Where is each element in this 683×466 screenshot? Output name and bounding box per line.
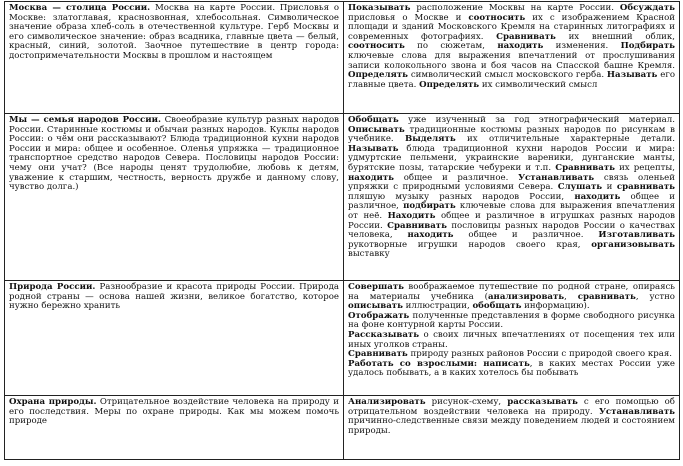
activity-verb: находить xyxy=(407,230,454,241)
activities-cell xyxy=(344,281,680,396)
activity-verb: соотносить xyxy=(468,12,526,23)
activity-verb: находить xyxy=(497,41,544,52)
activity-text: , xyxy=(564,291,578,302)
activity-text: , в каких местах России уже удалось побывать, а в каких хотелось бы побывать xyxy=(348,358,675,379)
activity-verb: Подбирать xyxy=(620,41,675,52)
activity-text: и xyxy=(602,182,617,193)
activity-paragraph xyxy=(348,283,675,312)
activity-verb: Сравнивать xyxy=(387,220,447,231)
topic-text: Своеобразие культур разных народов России. Старинные костюмы и обычаи разных народов. Куклы народов России: о чём они рассказывают? Блюда традиционной кухни народов России и мира: общее и особенное. Оленья упряжка — традиционное транспортное средство народов Севера. Пословицы народов России: чему они учат? (Все народы ценят трудолюбие, любовь к детям, уважение к старшим, честность, верность дружбе и данному слову, чувство долга.) xyxy=(9,115,339,193)
table-row xyxy=(5,396,680,460)
activity-text: ключевые слова для выражения впечатлений от прослушивания записи колокольного звона и боя часов на Спасской башне Кремля. xyxy=(348,50,675,71)
activity-text: рисунок-схему, xyxy=(425,397,508,407)
activity-verb: Слушать xyxy=(557,182,603,193)
activity-verb: Сравнивать xyxy=(555,162,615,173)
activity-verb: соотносить xyxy=(348,41,405,52)
activity-text: их рецепты, xyxy=(614,162,675,173)
activity-verb: Описывать xyxy=(348,124,405,135)
activity-text: рукотворные игрушки народов своего края, xyxy=(348,239,592,250)
activities-cell xyxy=(344,114,680,281)
activity-paragraph xyxy=(348,331,675,350)
activity-text: причинно-следственные связи между поведением людей и состоянием природы. xyxy=(348,416,675,436)
activity-text: символический смысл московского герба. xyxy=(408,70,607,81)
topic-title: Мы — семья народов России. xyxy=(9,115,161,125)
table-row xyxy=(5,114,680,281)
activity-text: ключевые слова для выражения впечатления от неё. xyxy=(348,201,676,221)
activity-text: иллюстрации, xyxy=(402,301,473,312)
activity-text: их отличительные характерные детали. xyxy=(455,134,675,145)
activity-verb: Устанавливать xyxy=(518,172,595,183)
activity-paragraph xyxy=(348,4,675,90)
activity-verb: Выделять xyxy=(405,134,456,145)
activity-text: его главные цвета. xyxy=(348,70,675,90)
activity-text: общее и различное в игрушках разных народов России. xyxy=(348,210,675,231)
activity-verb: Находить xyxy=(387,210,436,221)
activity-verb: находить xyxy=(574,191,621,202)
activity-text: пляшую музыку разных народов России, xyxy=(348,191,575,202)
activity-verb: подбирать xyxy=(403,201,456,212)
activity-verb: сравнивать xyxy=(616,182,675,193)
topic-title: Охрана природы. xyxy=(9,397,97,407)
activity-text: природу разных районов России с природой своего края. xyxy=(407,349,672,360)
activity-verb: Определять xyxy=(348,70,409,81)
curriculum-table xyxy=(4,1,680,460)
activity-verb: Называть xyxy=(348,143,399,154)
activity-verb: Обсуждать xyxy=(619,3,675,13)
activity-verb: Работать со взрослыми: написать xyxy=(348,358,530,369)
activities-cell xyxy=(344,2,680,114)
activity-paragraph xyxy=(348,398,675,436)
activity-text: расположение Москвы на карте России. xyxy=(410,3,620,13)
activity-text: блюда традиционной кухни народов России и мира: удмуртские пельмени, украинские вареники, дунганские манты, бурятские позы, татарские чебуреки и т.п. xyxy=(348,143,675,173)
activity-text: о своих личных впечатлениях от посещения тех или иных уголков страны. xyxy=(348,329,675,350)
activity-verb: Называть xyxy=(606,70,658,81)
activity-verb: организовывать xyxy=(591,239,675,250)
activity-text: общее и различное, xyxy=(348,191,675,212)
activity-verb: Изготавливать xyxy=(598,230,675,241)
activity-text: по сюжетам, xyxy=(404,41,498,52)
activity-text: информацию). xyxy=(521,301,590,312)
topic-cell xyxy=(5,281,344,396)
activity-text: общее и различное. xyxy=(393,172,519,183)
activity-verb: Сравнивать xyxy=(496,31,556,42)
activity-text: пословицы разных народов России о качествах человека, xyxy=(348,220,675,241)
activity-text: традиционные костюмы разных народов по рисункам в учебнике. xyxy=(348,124,675,145)
activity-text: присловья о Москве и xyxy=(348,12,469,23)
table-row xyxy=(5,281,680,396)
activity-text: их символический смысл xyxy=(479,79,598,90)
activity-text: , устно xyxy=(635,291,675,302)
activity-text: с его помощью об отрицательном воздействии человека на природу. xyxy=(348,397,675,417)
topic-title: Природа России. xyxy=(9,282,96,292)
activity-verb: Показывать xyxy=(348,3,411,13)
activity-verb: Совершать xyxy=(348,282,404,292)
activity-text: уже изученный за год этнографический материал. xyxy=(398,115,675,125)
activity-verb: находить xyxy=(348,172,394,183)
activity-text: выставку xyxy=(348,249,390,260)
activities-cell xyxy=(344,396,680,460)
activity-verb: обобщать xyxy=(472,301,522,312)
activity-paragraph xyxy=(348,360,675,379)
activity-verb: Отображать xyxy=(348,310,410,321)
activity-text: их внешний облик, xyxy=(555,31,675,42)
topic-text: Москва на карте России. Присловья о Москве: златоглавая, краснозвонная, хлебосольная. Символическое значение образа хлеб-соль в отечественной культуре. Герб Москвы и его символическое значение: образ всадника, главные цвета — белый, красный, синий, золотой. Заочное путешествие в центр города: достопримечательности Москвы в прошлом и настоящем xyxy=(9,3,339,61)
activity-text: полученные представления в форме свободного рисунка на фоне контурной карты России. xyxy=(348,310,675,331)
topic-text: Отрицательное воздействие человека на природу и его последствия. Меры по охране природы. Как мы можем помочь природе xyxy=(9,397,339,427)
activity-paragraph xyxy=(348,116,675,260)
topic-cell xyxy=(5,114,344,281)
activity-verb: Анализировать xyxy=(348,397,426,407)
activity-verb: Рассказывать xyxy=(348,329,420,340)
topic-title: Москва — столица России. xyxy=(9,3,151,13)
activity-text: изменения. xyxy=(543,41,621,52)
activity-verb: Определять xyxy=(419,79,480,90)
activity-verb: описывать xyxy=(348,301,403,312)
activity-text: общее и различное. xyxy=(453,230,599,241)
activity-verb: анализировать xyxy=(487,291,565,302)
activity-text: воображаемое путешествие по родной стране, опираясь на материалы учебника ( xyxy=(348,282,675,302)
activity-verb: Сравнивать xyxy=(348,349,408,360)
topic-text: Разнообразие и красота природы России. Природа родной страны — основа нашей жизни, великое богатство, которое нужно бережно хранить xyxy=(9,282,339,312)
activity-text: связь оленьей упряжки с природными условиями Севера. xyxy=(348,172,675,193)
activity-verb: сравнивать xyxy=(577,291,636,302)
topic-cell xyxy=(5,396,344,460)
activity-verb: Устанавливать xyxy=(598,406,675,417)
activity-text: их с изображением Красной площади и зданий Московского Кремля на старинных литографиях и современных фотографиях. xyxy=(348,12,675,42)
activity-paragraph xyxy=(348,312,675,331)
table-row xyxy=(5,2,680,114)
activity-verb: Обобщать xyxy=(348,115,399,125)
topic-cell xyxy=(5,2,344,114)
activity-verb: рассказывать xyxy=(507,397,578,407)
